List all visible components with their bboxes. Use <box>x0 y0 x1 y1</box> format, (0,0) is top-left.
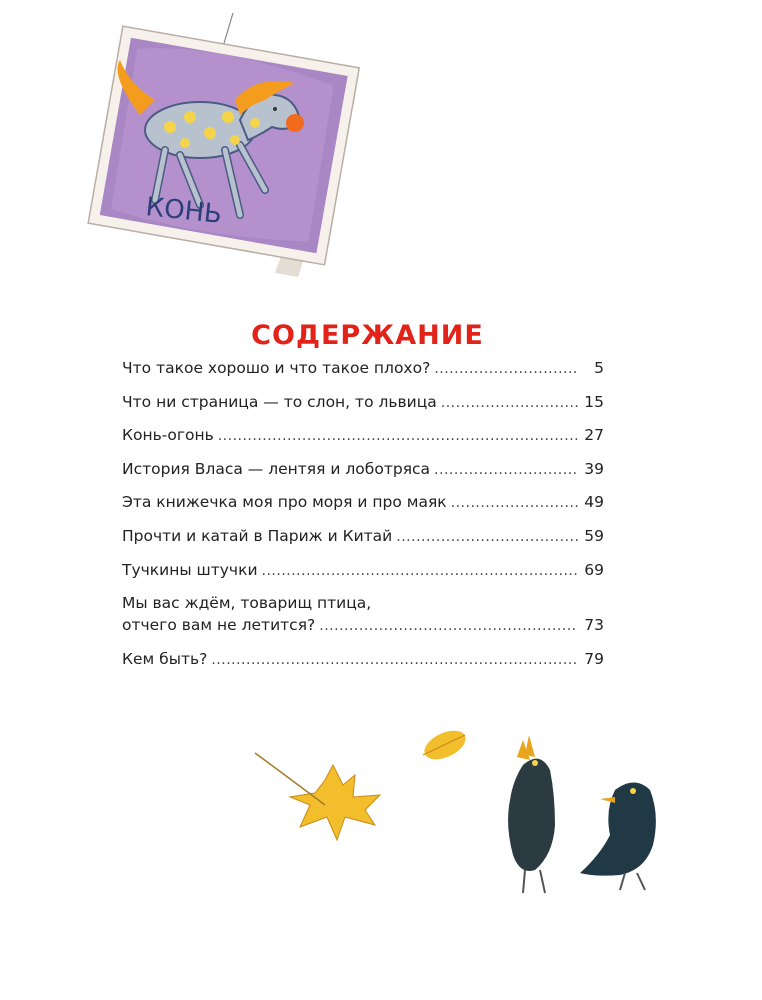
leader-dots <box>434 353 578 386</box>
toc-entry-page: 59 <box>584 526 604 545</box>
crows-and-leaves-illustration <box>205 705 705 920</box>
toc-entry-title: История Власа — лентяя и лоботряса <box>122 459 431 478</box>
toc-entry[interactable] <box>122 554 604 588</box>
leader-dots <box>396 521 578 554</box>
toc-entry-title-line2: отчего вам не летится? <box>122 616 316 635</box>
leader-dots <box>441 387 578 420</box>
horse-drawing-illustration <box>50 5 370 300</box>
leader-dots <box>451 487 578 520</box>
leader-dots <box>218 420 578 453</box>
toc-entry-page: 39 <box>584 459 604 478</box>
toc-entry-title: Прочти и катай в Париж и Китай <box>122 526 393 545</box>
leader-dots <box>434 454 578 487</box>
toc-entry-page: 5 <box>594 359 604 377</box>
crow-icon <box>580 783 656 891</box>
toc-entry[interactable] <box>122 352 604 386</box>
crow-icon <box>508 735 555 893</box>
toc-entry[interactable] <box>122 587 604 643</box>
page-title: СОДЕРЖАНИЕ <box>251 320 484 352</box>
toc-entry[interactable] <box>122 643 604 677</box>
maple-leaf-icon <box>255 753 380 840</box>
small-leaf-icon <box>420 725 470 765</box>
toc-entry-title-line1: Мы вас ждём, товарищ птица, <box>122 594 372 613</box>
toc-entry-title: Кем быть? <box>122 650 208 669</box>
toc-entry[interactable] <box>122 419 604 453</box>
leader-dots <box>262 555 578 588</box>
toc-entry-title: Эта книжечка моя про моря и про маяк <box>122 493 447 512</box>
toc-entry-title: Тучкины штучки <box>122 560 258 579</box>
toc-entry-page: 49 <box>584 493 604 512</box>
toc-entry[interactable] <box>122 386 604 420</box>
toc-entry[interactable] <box>122 486 604 520</box>
toc-entry-page: 79 <box>584 650 604 669</box>
toc-entry-page: 73 <box>584 616 604 635</box>
horse-sign-text: КОНЬ <box>144 192 224 230</box>
toc-entry-title: Что ни страница — то слон, то львица <box>122 392 437 411</box>
toc-entry[interactable] <box>122 453 604 487</box>
toc-entry-title: Конь-огонь <box>122 426 214 445</box>
leader-dots <box>211 644 578 677</box>
toc-entry-page: 69 <box>584 560 604 579</box>
toc-entry-page: 15 <box>584 392 604 411</box>
table-of-contents <box>122 352 604 677</box>
toc-entry-title: Что такое хорошо и что такое плохо? <box>122 359 431 377</box>
toc-entry-page: 27 <box>584 426 604 445</box>
leader-dots <box>319 615 578 637</box>
toc-entry[interactable] <box>122 520 604 554</box>
